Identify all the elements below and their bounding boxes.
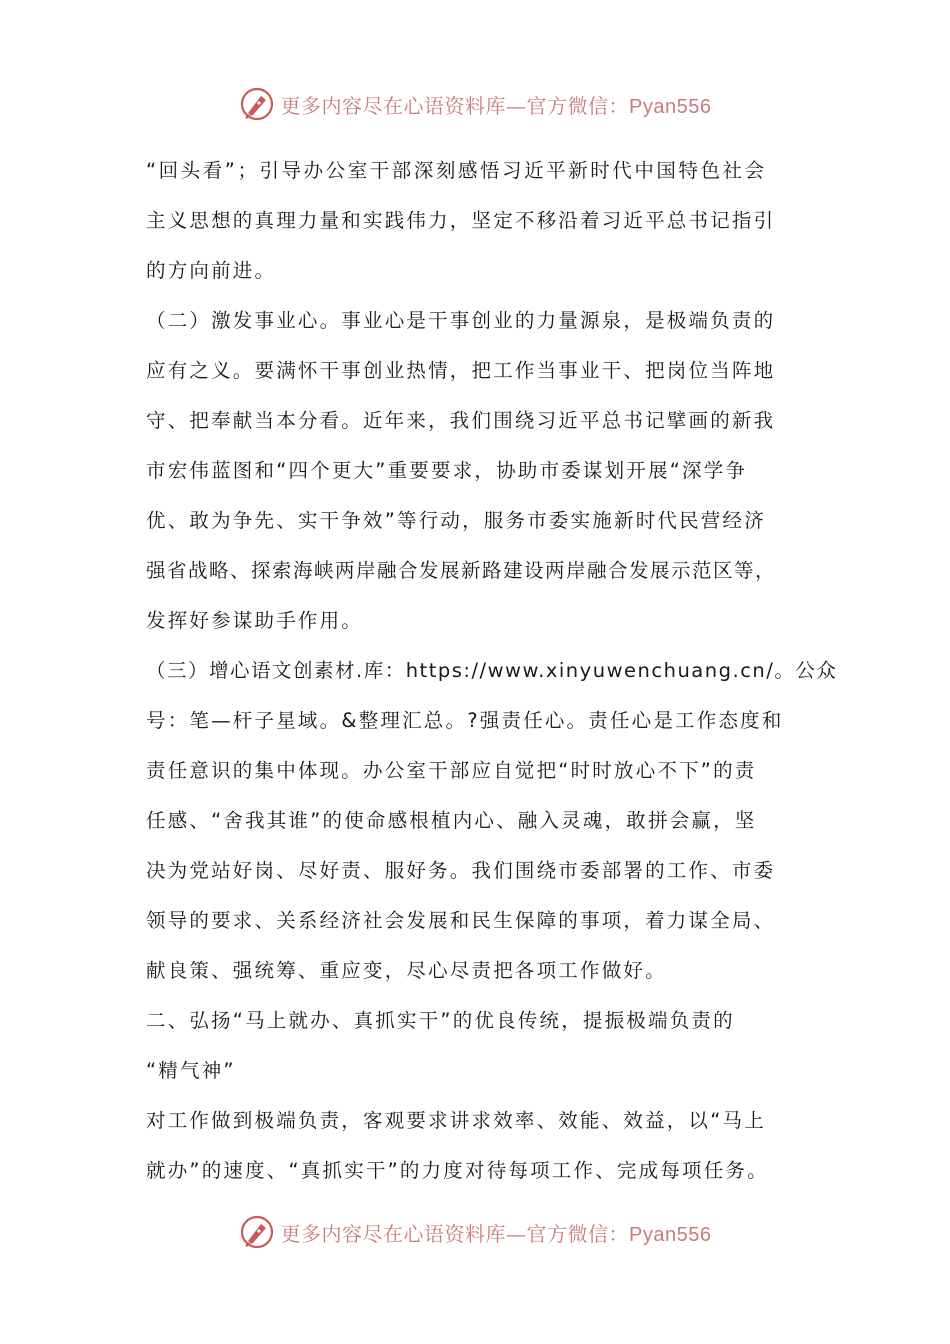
header-banner [0,84,950,124]
text-line: 领导的要求、关系经济社会发展和民生保障的事项，着力谋全局、 [146,909,776,932]
text-line: 对工作做到极端负责，客观要求讲求效率、效能、效益，以“马上 [146,1109,766,1132]
text-line: “精气神” [146,1059,236,1082]
text-line: （二）激发事业心。事业心是干事创业的力量源泉，是极端负责的 [146,309,776,332]
pen-nib-logo-icon [239,1214,275,1250]
footer-banner-text: 更多内容尽在心语资料库—官方微信：Pyan556 [280,1221,712,1246]
text-line: “回头看”；引导办公室干部深刻感悟习近平新时代中国特色社会 [146,159,767,182]
footer-banner [0,1212,950,1252]
text-line: 二、弘扬“马上就办、真抓实干”的优良传统，提振极端负责的 [146,1009,735,1032]
text-line: 就办”的速度、“真抓实干”的力度对待每项工作、完成每项任务。 [146,1159,769,1182]
text-line: 守、把奉献当本分看。近年来，我们围绕习近平总书记擘画的新我 [146,409,776,432]
text-line: 应有之义。要满怀干事创业热情，把工作当事业干、把岗位当阵地 [146,359,776,382]
text-line: 优、敢为争先、实干争效”等行动，服务市委实施新时代民营经济 [146,509,766,532]
document-body [146,146,838,1196]
text-line: 号：笔—杆子星域。&整理汇总。?强责任心。责任心是工作态度和 [146,709,784,732]
text-line: 献良策、强统筹、重应变，尽心尽责把各项工作做好。 [146,959,667,982]
text-line: 决为党站好岗、尽好责、服好务。我们围绕市委部署的工作、市委 [146,859,776,882]
text-line: 责任意识的集中体现。办公室干部应自觉把“时时放心不下”的责 [146,759,757,782]
text-line: 主义思想的真理力量和实践伟力，坚定不移沿着习近平总书记指引 [146,209,776,232]
header-banner-text: 更多内容尽在心语资料库—官方微信：Pyan556 [280,93,712,118]
pen-nib-logo-icon [239,86,275,122]
text-line: 强省战略、探索海峡两岸融合发展新路建设两岸融合发展示范区等， [146,559,777,582]
text-line: 市宏伟蓝图和“四个更大”重要要求，协助市委谋划开展“深学争 [146,459,748,482]
text-line: （三）增心语文创素材.库：https://www.xinyuwenchuang.cn/。公众 [146,659,838,682]
text-line: 的方向前进。 [146,259,277,282]
text-line: 任感、“舍我其谁”的使命感根植内心、融入灵魂，敢拼会赢，坚 [146,809,757,832]
text-line: 发挥好参谋助手作用。 [146,609,364,632]
